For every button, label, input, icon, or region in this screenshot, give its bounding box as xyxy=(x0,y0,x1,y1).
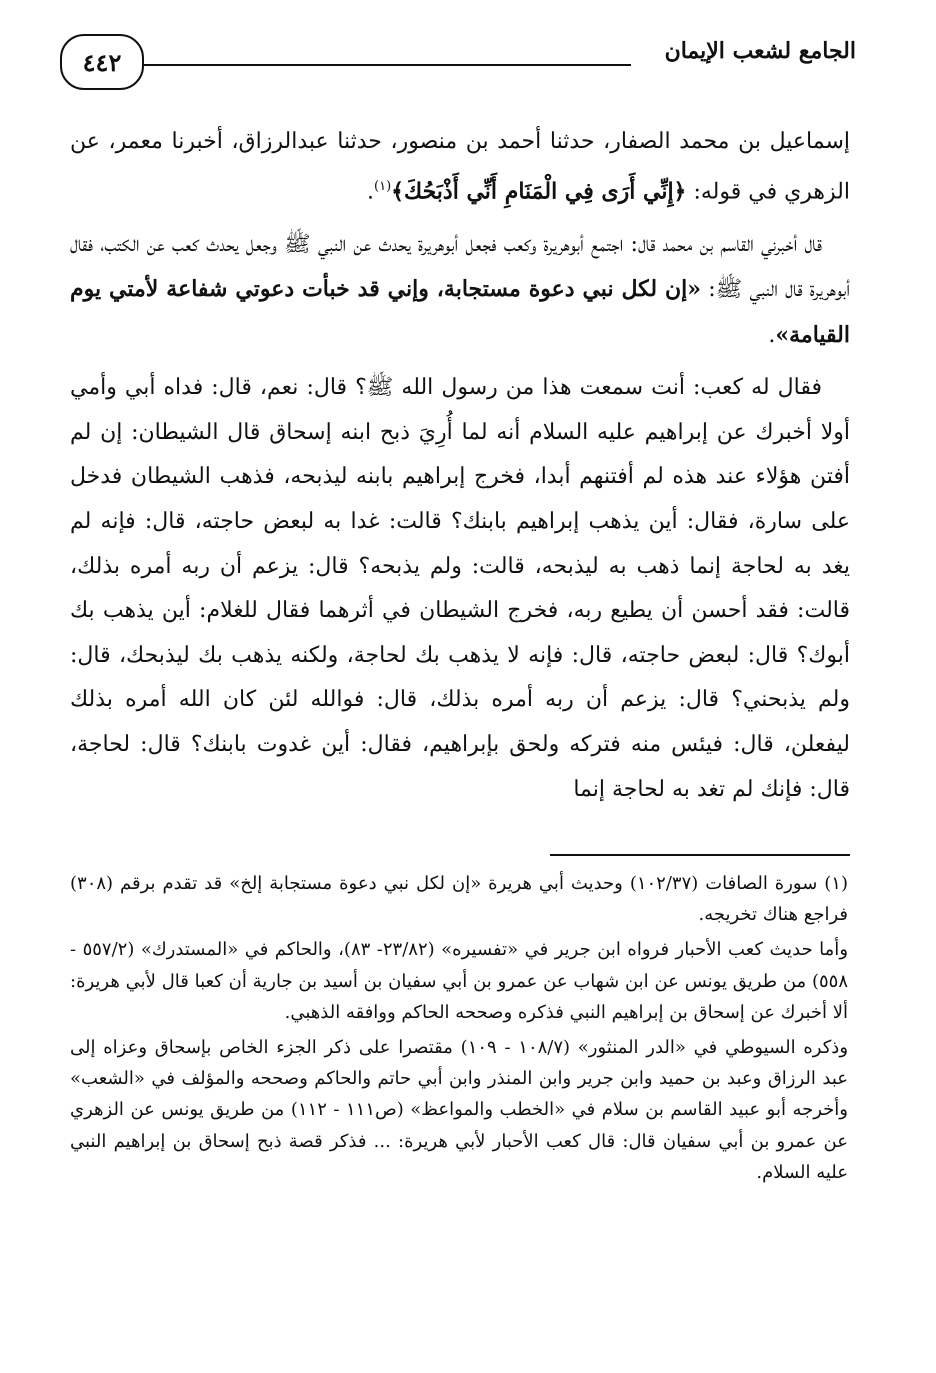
paragraph-hadith xyxy=(70,223,850,359)
paragraph-end: . xyxy=(768,322,776,348)
paragraph-end: . xyxy=(367,178,374,204)
paragraph-isnad xyxy=(70,120,850,215)
story-text: فقال له كعب: أنت سمعت هذا من رسول الله ﷺ؟ قال: نعم، قال: فداه أبي وأمي أولا أخبرك عن إبراهيم عليه السلام أنه لما أُرِيَ ذبح ابنه إسحاق قال الشيطان: إن لم أفتن هؤلاء عند هذه لم أفتنهم أبدا، فخرج إبراهيم بابنه ليذبحه، فذهب الشيطان فدخل على سارة، فقال: أين يذهب إبراهيم بابنك؟ قالت: غدا به لبعض حاجته، قال: فإنه لم يغد به لحاجة إنما ذهب به ليذبحه، قالت: ولم يذبحه؟ قال: يزعم أن ربه أمره بذلك، قالت: فقد أحسن أن يطيع ربه، فخرج الشيطان في أثرهما فقال للغلام: أين يذهب بك أبوك؟ قال: لبعض حاجته، قال: فإنه لا يذهب بك لحاجة، ولكنه يذهب بك ليذبحك، قال: ولم يذبحني؟ قال: يزعم أن ربه أمره بذلك، قال: فوالله لئن كان الله أمره بذلك ليفعلن، قال: فيئس منه فتركه ولحق بإبراهيم، فقال: أين غدوت بابنك؟ قال: لحاجة، قال: فإنك لم تغد به لحاجة إنما xyxy=(70,375,850,802)
footnote-1: (١) سورة الصافات (١٠٢/٣٧) وحديث أبي هريرة «إن لكل نبي دعوة مستجابة إلخ» قد تقدم برقم (٣٠٨) فراجع هناك تخريجه. xyxy=(70,873,848,926)
footnote-suyuti: وذكره السيوطي في «الدر المنثور» (١٠٨/٧ - ١٠٩) مقتصرا على ذكر الجزء الخاص بإسحاق وعزاه إلى عبد الرزاق وعبد بن حميد وابن جرير وابن المنذر وابن أبي حاتم والحاكم وصححه والمؤلف في «الشعب» وأخرجه أبو عبيد القاسم بن سلام في «الخطب والمواعظ» (ص١١١ - ١١٢) من طريق يونس عن الزهري عن عمرو بن أبي سفيان قال: قال كعب الأحبار لأبي هريرة: ... فذكر قصة ذبح إسحاق بن إبراهيم النبي عليه السلام. xyxy=(70,1037,849,1183)
page-number: ٤٤٢ xyxy=(82,47,122,77)
hadith-text: «إن لكل نبي دعوة مستجابة، وإني قد خبأت دعوتي شفاعة لأمتي يوم القيامة» xyxy=(70,276,850,348)
header-rule xyxy=(144,64,631,66)
footnote-kaab: وأما حديث كعب الأحبار فرواه ابن جرير في «تفسيره» (٢٣/٨٢- ٨٣)، والحاكم في «المستدرك» (٥٥٧/٢ - ٥٥٨) من طريق يونس عن ابن شهاب عن عمرو بن أبي سفيان بن أسيد بن جارية أن كعبا قال لأبي هريرة: ألا أخبرك عن إسحاق بن إبراهيم النبي فذكره وصححه الحاكم ووافقه الذهبي. xyxy=(70,939,849,1023)
page-header xyxy=(60,30,856,110)
footnote-separator xyxy=(550,854,850,856)
running-title: الجامع لشعب الإيمان xyxy=(664,38,856,64)
isnad-text: إسماعيل بن محمد الصفار، حدثنا أحمد بن منصور، حدثنا عبدالرزاق، أخبرنا معمر، عن الزهري في قوله: xyxy=(70,129,850,204)
main-text xyxy=(70,120,850,820)
footnotes xyxy=(70,868,848,1192)
footnote-ref-1: (١) xyxy=(374,178,392,194)
paragraph-story xyxy=(70,366,850,812)
page-number-badge xyxy=(60,34,144,90)
hadith-intro: قال أخبرني القاسم بن محمد قال: اجتمع أبوهريرة وكعب فجعل أبوهريرة يحدث عن النبي ﷺ وجعل يحدث كعب عن الكتب، فقال أبوهريرة قال النبي ﷺ: xyxy=(70,231,851,303)
quran-verse: ﴿إِنِّي أَرَى فِي الْمَنَامِ أَنِّي أَذْبَحُكَ﴾ xyxy=(391,177,687,204)
